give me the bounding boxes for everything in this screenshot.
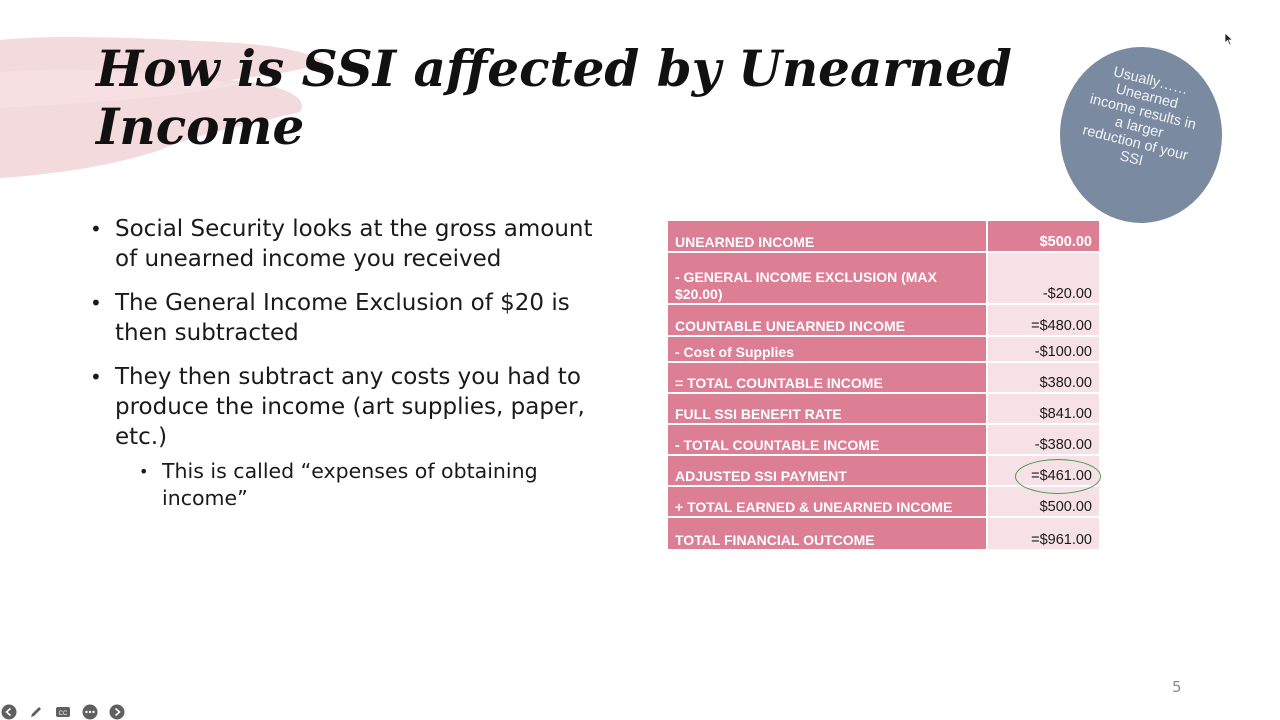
- bullet-list: [90, 214, 610, 526]
- more-icon[interactable]: [82, 704, 98, 720]
- row-value: -$100.00: [987, 336, 1099, 362]
- table-row: [668, 517, 1099, 550]
- table-row: [668, 304, 1099, 336]
- sub-bullet-list: [115, 458, 610, 512]
- svg-text:CC: CC: [58, 710, 68, 717]
- row-label: ADJUSTED SSI PAYMENT: [668, 455, 987, 486]
- table-row: [668, 221, 1099, 252]
- row-label: TOTAL FINANCIAL OUTCOME: [668, 517, 987, 550]
- slideshow-controls: [1, 701, 131, 719]
- row-value: $500.00: [987, 221, 1099, 252]
- captions-icon[interactable]: [55, 704, 71, 720]
- bullet-text: They then subtract any costs you had to produce the income (art supplies, paper, etc.): [115, 364, 585, 450]
- highlighted-value: =$461.00: [1031, 468, 1092, 484]
- bullet-item: [90, 362, 610, 512]
- income-calculation-table: [668, 221, 1099, 551]
- slide-title: How is SSI affected by Unearned Income: [96, 39, 1012, 156]
- row-value: $500.00: [987, 486, 1099, 517]
- row-label: + TOTAL EARNED & UNEARNED INCOME: [668, 486, 987, 517]
- table-row: [668, 362, 1099, 393]
- row-label: - GENERAL INCOME EXCLUSION (MAX $20.00): [668, 252, 987, 304]
- row-value: =$480.00: [987, 304, 1099, 336]
- row-label: - TOTAL COUNTABLE INCOME: [668, 424, 987, 455]
- row-value: [987, 455, 1099, 486]
- row-label: - Cost of Supplies: [668, 336, 987, 362]
- row-label: FULL SSI BENEFIT RATE: [668, 393, 987, 424]
- row-label: COUNTABLE UNEARNED INCOME: [668, 304, 987, 336]
- row-value: =$961.00: [987, 517, 1099, 550]
- table-row: [668, 455, 1099, 486]
- table-row: [668, 424, 1099, 455]
- back-arrow-icon[interactable]: [1, 704, 17, 720]
- row-value: $841.00: [987, 393, 1099, 424]
- mouse-cursor-icon: [1224, 32, 1234, 46]
- pen-icon[interactable]: [28, 704, 44, 720]
- forward-arrow-icon[interactable]: [109, 704, 125, 720]
- callout-text: Usually…… Unearned income results in a larger reduction of your SSI: [1080, 64, 1198, 170]
- table-row: [668, 252, 1099, 304]
- table-row: [668, 393, 1099, 424]
- row-value: -$380.00: [987, 424, 1099, 455]
- row-value: $380.00: [987, 362, 1099, 393]
- row-label: UNEARNED INCOME: [668, 221, 987, 252]
- bullet-item: • The General Income Exclusion of $20 is then subtracted: [90, 288, 610, 348]
- sub-bullet-item: • This is called “expenses of obtaining income”: [139, 458, 610, 512]
- page-number: 5: [1172, 678, 1182, 696]
- row-value: -$20.00: [987, 252, 1099, 304]
- bullet-item: • Social Security looks at the gross amount of unearned income you received: [90, 214, 610, 274]
- row-label: = TOTAL COUNTABLE INCOME: [668, 362, 987, 393]
- table-row: [668, 336, 1099, 362]
